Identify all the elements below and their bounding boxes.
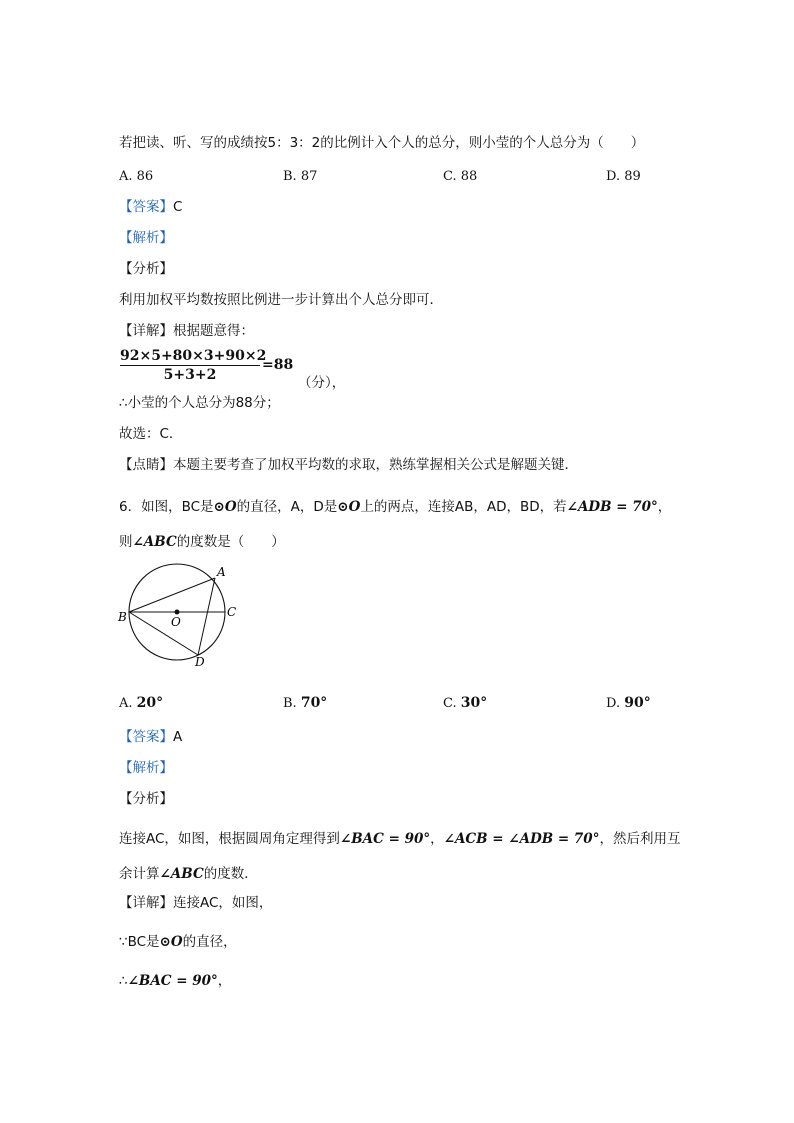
detail-text: 根据题意得：	[173, 323, 254, 339]
q6-fenxi-text-2	[119, 865, 258, 883]
q6-option-b	[283, 695, 327, 711]
angle-abc: ∠ABC	[132, 534, 177, 550]
detail-tag: 【详解】	[119, 323, 173, 339]
angle-acb: ∠ACB = ∠ADB = 70°	[443, 831, 600, 847]
q6-option-d	[606, 695, 651, 711]
option-letter: D.	[606, 696, 621, 711]
q5-option-a: A. 86	[119, 169, 154, 184]
q6-because	[119, 933, 237, 951]
chord-ad	[198, 578, 215, 655]
q5-jiexi-tag: 【解析】	[119, 230, 173, 246]
option-value: 70°	[300, 695, 328, 711]
circle-o-symbol-2: ⊙O	[337, 499, 361, 515]
option-letter: B.	[283, 696, 297, 711]
option-value: 90°	[624, 695, 651, 711]
q6-therefore	[119, 972, 231, 990]
q6-stem-part-a: 6．如图，BC是	[119, 499, 214, 515]
q5-detail	[119, 322, 254, 340]
q6-stem	[119, 498, 671, 516]
q6-stem-part-c: 上的两点，连接AB，AD，BD，若	[360, 499, 567, 515]
because-part-b: 的直径，	[182, 934, 237, 950]
option-value: 20°	[136, 695, 164, 711]
detail-tag: 【详解】	[119, 895, 173, 911]
q6-stem-part-d: ，	[657, 499, 672, 515]
label-o: O	[171, 615, 181, 629]
option-letter: C.	[443, 696, 457, 711]
q6-answer	[119, 728, 182, 746]
dianjing-tag: 【点睛】	[119, 457, 173, 473]
answer-tag: 【答案】	[119, 199, 173, 215]
angle-bac: ∠BAC = 90°	[339, 831, 431, 847]
angle-abc-2: ∠ABC	[159, 866, 204, 882]
therefore-part-b: ，	[217, 973, 232, 989]
q6-option-c	[443, 695, 487, 711]
q6-stem2-part-a: 则	[119, 534, 133, 550]
q6-stem-line2	[119, 533, 285, 551]
option-letter: A.	[119, 696, 133, 711]
label-a: A	[217, 565, 226, 579]
q6-fenxi-tag: 【分析】	[119, 791, 173, 807]
chord-bd	[129, 612, 198, 655]
angle-bac-2: ∠BAC = 90°	[127, 973, 218, 989]
fraction-denominator: 5+3+2	[163, 367, 217, 383]
q5-dianjing	[119, 456, 578, 474]
label-b: B	[118, 610, 127, 624]
q6-detail	[119, 894, 272, 912]
circle-o-symbol: ⊙O	[213, 499, 237, 515]
fraction-numerator: 92×5+80×3+90×2	[120, 348, 267, 364]
option-value: 30°	[460, 695, 488, 711]
q5-unit: （分），	[298, 375, 346, 391]
chord-ab	[129, 578, 215, 612]
fenxi2-part-a: 余计算	[119, 866, 160, 882]
q5-fenxi-text: 利用加权平均数按照比例进一步计算出个人总分即可．	[119, 292, 443, 308]
center-point	[175, 610, 180, 615]
q6-stem-part-b: 的直径，A，D是	[236, 499, 338, 515]
circle-o-symbol-3: ⊙O	[159, 934, 183, 950]
q5-conclusion: ∴小莹的个人总分为88分；	[119, 395, 280, 411]
q6-option-a	[119, 695, 163, 711]
q5-stem: 若把读、听、写的成绩按5：3：2的比例计入个人的总分，则小莹的个人总分为（ ）	[119, 135, 645, 151]
q5-choose: 故选：C．	[119, 426, 183, 442]
circle-figure	[116, 560, 246, 670]
q6-stem2-part-b: 的度数是（ ）	[176, 534, 285, 550]
q5-fraction	[120, 348, 267, 383]
answer-tag: 【答案】	[119, 729, 173, 745]
q5-fenxi-tag: 【分析】	[119, 261, 173, 277]
q6-fenxi-text	[119, 830, 680, 848]
label-c: C	[227, 605, 237, 619]
label-d: D	[195, 655, 205, 669]
q5-option-c: C. 88	[443, 169, 478, 184]
answer-value: A	[173, 729, 183, 745]
because-part-a: ∵BC是	[119, 934, 160, 950]
answer-value: C	[173, 199, 183, 215]
dianjing-text: 本题主要考查了加权平均数的求取，熟练掌握相关公式是解题关键．	[173, 457, 578, 473]
fenxi-part-a: 连接AC，如图，根据圆周角定理得到	[119, 831, 340, 847]
angle-adb: ∠ADB = 70°	[566, 499, 658, 515]
detail-text: 连接AC，如图，	[173, 895, 273, 911]
q5-option-b: B. 87	[283, 169, 318, 184]
q5-option-d: D. 89	[606, 169, 641, 184]
q5-answer	[119, 198, 182, 216]
fenxi-part-b: ，	[430, 831, 444, 847]
q5-result: =88	[262, 357, 294, 373]
q6-jiexi-tag: 【解析】	[119, 760, 173, 776]
fenxi-part-c: ，然后利用互	[599, 831, 681, 847]
therefore-symbol: ∴	[119, 973, 128, 989]
fenxi2-part-b: 的度数．	[203, 866, 258, 882]
